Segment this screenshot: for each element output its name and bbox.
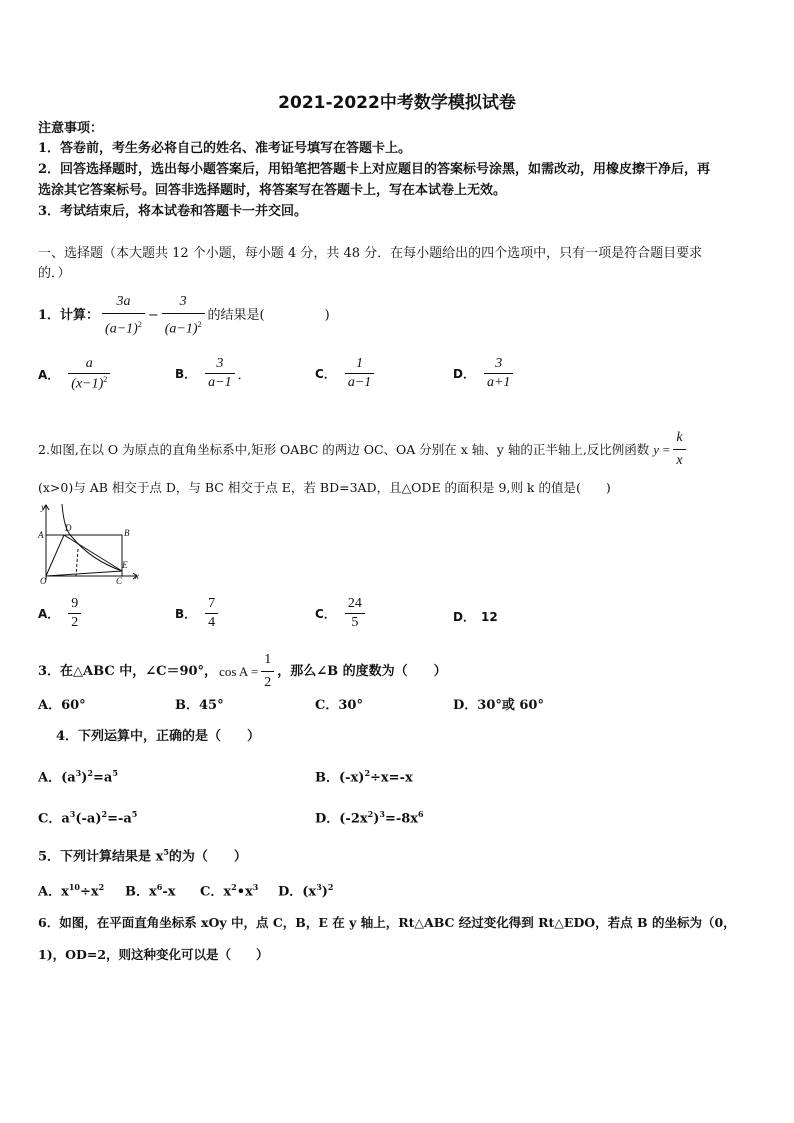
question-5-stem: 5．下列计算结果是 $x^5$的为（ ） [38,847,247,865]
q4-option-d[interactable]: D．$(-2x^2)^3=-8x^6$ [315,809,424,827]
section-heading-cont: 的．） [38,266,71,281]
q1-option-c[interactable]: C． $\frac{1}{a-1}$ [315,356,377,391]
q1-fraction-2: $\frac{3}{(a-1)^2}$ [162,292,205,340]
q1-prefix: 1．计算： [38,307,100,323]
q4-option-c[interactable]: C．$a^3(-a)^2=-a^5$ [38,809,138,827]
q4-option-a[interactable]: A．$(a^3)^2=a^5$ [38,768,118,786]
section-heading: 一、选择题（本大题共 12 个小题，每小题 4 分，共 48 分．在每小题给出的四个选项中，只有一项是符合题目要求 [38,246,703,261]
q5-option-c[interactable]: C．$x^2•x^3$ [200,882,259,900]
notice-item: 3．考试结束后，将本试卷和答题卡一并交回。 [38,204,308,219]
fig-label-E: E [122,560,128,570]
fig-label-y: y [41,502,45,512]
question-1-stem [38,292,330,340]
q3-option-b[interactable]: B．45° [175,698,224,713]
q2-option-b[interactable]: B． $\frac{7}{4}$ [175,596,221,631]
q4-option-b[interactable]: B．$(-x)^2\div x=-x$ [315,768,413,786]
q1-option-b[interactable]: B． $\frac{3}{a-1}$ ． [175,356,251,390]
q5-option-a[interactable]: A．$x^{10}\div x^2$ [38,882,105,900]
q1-suffix: 的结果是( [207,307,265,323]
q2-option-d[interactable]: D． 12 [453,609,498,624]
q1-option-d[interactable]: D． $\frac{3}{a+1}$ [453,356,516,391]
fig-label-A: A [38,530,44,540]
q2-option-a[interactable]: A． $\frac{9}{2}$ [38,596,84,631]
q3-option-a[interactable]: A．60° [38,698,86,713]
fig-label-x: x [135,571,139,581]
question-6-stem-cont: 1)，OD=2，则这种变化可以是（ ） [38,947,269,962]
q1-close-paren: ) [324,307,330,323]
question-2-stem: 2.如图,在以 O 为原点的直角坐标系中,矩形 OABC 的两边 OC、OA 分别在 x 轴、y 轴的正半轴上,反比例函数 y = $\frac{k}{x}$ [38,428,689,471]
notice-item: 选涂其它答案标号。回答非选择题时，将答案写在答题卡上，写在本试卷上无效。 [38,183,507,198]
fig-label-B: B [124,528,130,538]
q1-fraction-1: $\frac{3a}{(a-1)^2}$ [102,292,145,340]
q1-minus: − [147,307,159,323]
q3-option-c[interactable]: C．30° [315,698,363,713]
fig-label-D: D [65,523,72,533]
fig-label-O: O [40,576,47,586]
notice-item: 1．答卷前，考生务必将自己的姓名、准考证号填写在答题卡上。 [38,141,412,156]
q3-option-d[interactable]: D．30°或 60° [453,698,544,713]
question-3-stem: 3．在△ABC 中，∠C＝90°， cos A = $\frac{1}{2}$ ，那么∠B 的度数为（ ） [38,650,447,693]
notice-heading: 注意事项： [38,121,104,136]
fig-label-C: C [116,576,123,586]
q2-figure [36,500,144,586]
q2-option-c[interactable]: C． $\frac{24}{5}$ [315,596,368,631]
notice-item: 2．回答选择题时，选出每小题答案后，用铅笔把答题卡上对应题目的答案标号涂黑，如需改动，用橡皮擦干净后，再 [38,162,711,177]
question-6-stem: 6．如图，在平面直角坐标系 xOy 中，点 C，B，E 在 y 轴上，Rt△ABC 经过变化得到 Rt△EDO，若点 B 的坐标为（0， [38,915,736,930]
q5-option-b[interactable]: B．$x^6-x$ [125,882,176,900]
q1-option-a[interactable]: A． $\frac{a}{(x-1)^2}$ [38,356,113,393]
page-title: 2021-2022中考数学模拟试卷 [278,93,516,113]
question-4-stem: 4．下列运算中，正确的是（ ） [56,729,261,744]
question-2-stem-cont: (x>0)与 AB 相交于点 D，与 BC 相交于点 E，若 BD=3AD，且△ODE 的面积是 9,则 k 的值是( ) [38,480,611,495]
q5-option-d[interactable]: D．$(x^3)^2$ [278,882,334,900]
